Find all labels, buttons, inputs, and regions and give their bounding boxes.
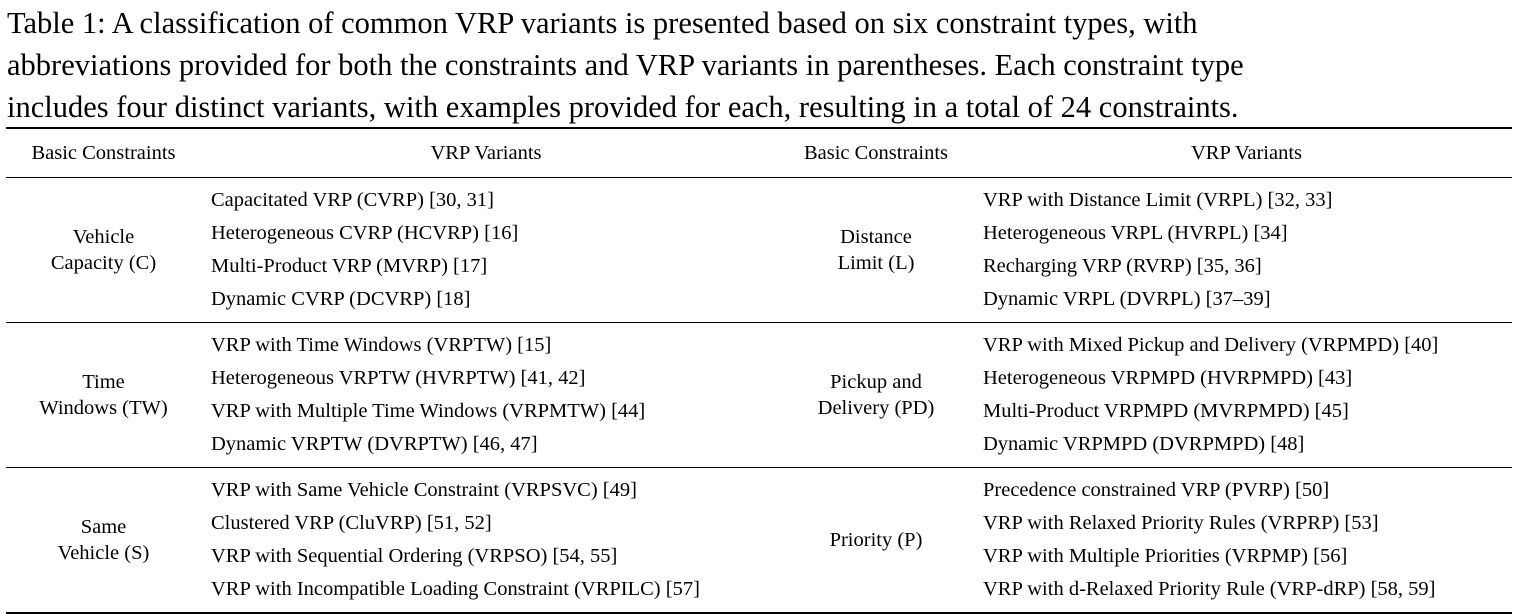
constraint-cell [6,178,201,323]
variant-item: Multi-Product VRPMPD (MVRPMPD) [45] [983,400,1349,422]
table-row [6,468,1512,614]
caption-line: abbreviations provided for both the constraints and VRP variants in parentheses. Each constraint type [7,48,1244,82]
constraint-name: Same [80,516,127,538]
variants-cell [981,323,1512,468]
variant-item: Dynamic CVRP (DCVRP) [18] [211,288,471,310]
table-header-row [6,128,1512,178]
caption-line: includes four distinct variants, with examples provided for each, resulting in a total of 24 constraints. [7,90,1239,124]
variant-item: Dynamic VRPTW (DVRPTW) [46, 47] [211,433,538,455]
variant-item: VRP with Mixed Pickup and Delivery (VRPMPD) [40] [983,334,1439,356]
constraint-cell [6,468,201,614]
constraint-cell [771,468,981,614]
header-vrp-variants-right: VRP Variants [1190,141,1303,164]
header-basic-constraints-right: Basic Constraints [803,141,949,164]
variant-item: VRP with Incompatible Loading Constraint (VRPILC) [57] [211,578,700,600]
variants-cell [201,178,771,323]
variant-item: Recharging VRP (RVRP) [35, 36] [983,255,1262,277]
variant-item: Heterogeneous CVRP (HCVRP) [16] [211,222,519,244]
constraint-name: Time [82,371,125,393]
variant-item: VRP with Relaxed Priority Rules (VRPRP) [53] [983,512,1379,534]
constraint-name: Vehicle [72,226,135,248]
caption-line: Table 1: A classification of common VRP variants is presented based on six constraint types, with [7,6,1198,40]
variant-item: VRP with Multiple Time Windows (VRPMTW) [44] [211,400,646,422]
constraint-name: Priority (P) [829,529,923,551]
constraint-cell [771,323,981,468]
variant-item: Heterogeneous VRPMPD (HVRPMPD) [43] [983,367,1353,389]
variant-item: VRP with Distance Limit (VRPL) [32, 33] [983,189,1333,211]
variant-item: VRP with Sequential Ordering (VRPSO) [54, 55] [211,545,618,567]
variant-item: VRP with Same Vehicle Constraint (VRPSVC) [49] [211,479,637,501]
constraint-name: Distance [840,226,912,248]
variants-cell [201,323,771,468]
variant-item: VRP with d-Relaxed Priority Rule (VRP-dRP) [58, 59] [983,578,1436,600]
variant-item: Precedence constrained VRP (PVRP) [50] [983,479,1330,501]
constraint-name: Delivery (PD) [817,397,935,419]
variant-item: Capacitated VRP (CVRP) [30, 31] [211,189,494,211]
variants-cell [981,468,1512,614]
variants-cell [981,178,1512,323]
variant-item: Dynamic VRPMPD (DVRPMPD) [48] [983,433,1305,455]
header-vrp-variants-left: VRP Variants [430,141,542,164]
constraint-cell [771,178,981,323]
variant-item: Heterogeneous VRPL (HVRPL) [34] [983,222,1288,244]
constraint-name: Pickup and [830,371,922,393]
variant-item: Heterogeneous VRPTW (HVRPTW) [41, 42] [211,367,586,389]
table-row [6,323,1512,468]
variants-cell [201,468,771,614]
variant-item: Dynamic VRPL (DVRPL) [37–39] [983,288,1271,310]
variant-item: VRP with Time Windows (VRPTW) [15] [211,334,552,356]
constraint-name: Limit (L) [837,252,915,274]
constraint-name: Windows (TW) [39,397,168,419]
variant-item: Clustered VRP (CluVRP) [51, 52] [211,512,492,534]
constraint-name: Vehicle (S) [57,542,150,564]
constraint-name: Capacity (C) [50,252,157,274]
table-caption [7,2,1515,128]
constraint-cell [6,323,201,468]
vrp-classification-table [6,127,1512,614]
variant-item: Multi-Product VRP (MVRP) [17] [211,255,488,277]
header-basic-constraints-left: Basic Constraints [31,141,176,164]
variant-item: VRP with Multiple Priorities (VRPMP) [56] [983,545,1348,567]
table-row [6,178,1512,323]
